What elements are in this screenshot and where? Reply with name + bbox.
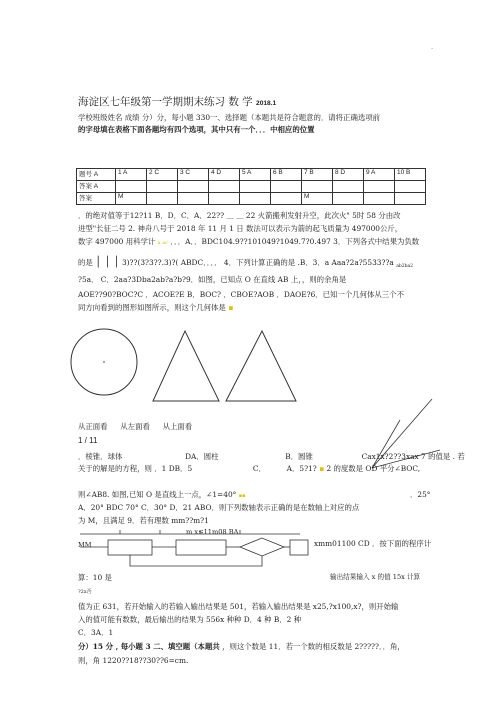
answer-table-cell: 题号 A — [77, 169, 116, 181]
q7-opt-d: Cax1x?2??3xax 7 的值是 . 若 — [361, 452, 465, 461]
q3-text-b: 3)??(3?3??.3)?( ABDC．．．． 4．下列计算正确的是 .B．3．a Aaa?2a?5533??a — [121, 258, 394, 267]
q8-line-2: A．20° BDC 70° C．30° D．21 ABO．则下列数轴表示正确的是在数轴上对应的点 — [78, 503, 360, 512]
q6-text: 同方向看到的图形如图所示，则这个几何体是 — [78, 303, 226, 312]
q2-text-b: ．．．A．．BDC104.9??101049?1049.7?0.497 3．下列各式中结果为负数 — [170, 237, 420, 246]
numline-top-label: m x≤11m08 BA — [186, 528, 239, 536]
q3-small: ab2ba2 — [396, 264, 414, 269]
q4-line: ?5a． C．2aa?3Dba2ab?a?b?9．如图，已知点 O 在直线 AB 上，，则的余角是 — [78, 275, 347, 284]
answer-table-cell: M — [116, 193, 147, 205]
view-label-left: 从左面看 — [120, 422, 150, 431]
answer-table-cell: 3 C — [178, 169, 209, 181]
q9-line: 为 M，且满足 9．若有理数 mm??m?1 — [78, 516, 209, 525]
flow-under-label: ?2x否 — [78, 589, 92, 595]
answer-table-cell: 2 C — [147, 169, 178, 181]
section2-line — [78, 642, 405, 651]
flow-right-label: 输出结果输入 x 的值 15x 计算 — [330, 573, 421, 581]
flow-box-1 — [108, 540, 152, 555]
numline-right-label: xmm01100 CD ．按下面的程序计 — [314, 539, 432, 548]
flow-diamond — [240, 538, 284, 556]
flow-box-3 — [290, 540, 308, 555]
answer-table-cell: 9 A — [364, 169, 395, 181]
q3-text-a: 的是 — [78, 258, 93, 267]
answer-table-cell: 答案 A — [77, 181, 116, 193]
intro-line-2: 的字母填在表格下面各题均有四个选项，其中只有一个．．．中相应的位置 — [78, 125, 315, 134]
q2-text-a: 数字 497000 用科学计 — [78, 237, 156, 246]
q2-yellow-mark: a ac — [157, 240, 168, 246]
answer-table-cell: 6 B — [271, 169, 302, 181]
q7-yellow: ▪ — [319, 464, 325, 473]
view-label-top: 从上面看 — [162, 422, 193, 431]
q10-line-2: 入的值可能有数数，最后输出的结果为 556x 种种 D．4 种 B．2 种 — [78, 615, 302, 624]
numline-left-label: MM — [78, 541, 92, 549]
title-year: 2018.1 — [256, 100, 277, 107]
q7-text-2b: C． — [252, 464, 266, 473]
answer-table-cell: 8 D — [333, 169, 364, 181]
q11-line: 则，角 1220??18??30??6=cm. — [78, 656, 189, 665]
section2-text: ，则这个数是 11．若一个数的相反数是 2?????．．角， — [222, 642, 405, 651]
q7-opt-b: DA．圆柱 — [185, 452, 219, 461]
q6-yellow-dot: ▪ — [228, 303, 234, 312]
view-label-front: 从正面看 — [78, 422, 108, 431]
q7-text-2d: 2 的度数是 OD 平分∠BOC, — [326, 464, 421, 473]
q8-text: 则∠AB8. 如图,已知 O 是直线上一点，∠1=40° — [78, 490, 237, 499]
q7-opt-a: ．棱锥．球体 — [78, 452, 123, 461]
title-text: 海淀区七年级第一学期期末练习 数 学 — [78, 96, 253, 108]
q2-line: 进型"长征二号 2. 神舟八号于 2018 年 11 月 1 日 数法可以表示为箭的起飞质量为 497000公斤， — [78, 224, 403, 233]
answer-table-cell: 7 B — [302, 169, 333, 181]
flow-box-2 — [176, 540, 226, 555]
q5-line: AOE??90?BOC?C ．ACOE?E B．BOC? ．CBOE?AOB ．DAOE?6．已知一个几何体从三个不 — [78, 290, 404, 299]
q7-text-2: 关于的解是的方程，则 ．1 DB．5 — [78, 464, 193, 473]
q10-line-1: 值为正 631，若开始输入的若输入输出结果是 501，若输入输出结果是 x25,?x100,x?，则开始输 — [78, 602, 399, 611]
answer-table-cell: 10 B — [395, 169, 426, 181]
page-number: 1 / 11 — [78, 436, 98, 445]
header-dash: - — [431, 44, 434, 52]
flow-loop — [130, 555, 262, 566]
intro-line-1: 学校班级姓名 成绩 分）分，每小题 330一、选择题（本题共是符合题意的．请将正确选项前 — [78, 113, 381, 122]
answer-table-cell: 答案 — [77, 193, 116, 205]
q3-bars: │ │ │ — [95, 257, 120, 268]
q8-right: ．25° — [410, 490, 431, 499]
q7-opt-c: B．圆锥 — [285, 452, 313, 461]
flow-left-label: 算：10 是 — [78, 573, 112, 582]
q8-yellow: ▪▪ — [238, 493, 246, 499]
q7-text-2c: A．5?1? — [286, 464, 317, 473]
answer-table-cell: M — [302, 193, 333, 205]
answer-table-cell: 4 D — [209, 169, 240, 181]
q1-line: ．的绝对值等于12?11 B．D．C．A．22?? ＿ ＿ 22 火箭搬利发射升空，此次火" 5时 58 分由改 — [78, 211, 401, 220]
q10-line-3: C．3A．1 — [78, 628, 114, 637]
answer-table-cell: 5 A — [240, 169, 271, 181]
section2-heading: 分）15 分 , 每小题 3 二、填空题（本题共 — [78, 642, 220, 651]
answer-table-cell: 1 A — [116, 169, 147, 181]
